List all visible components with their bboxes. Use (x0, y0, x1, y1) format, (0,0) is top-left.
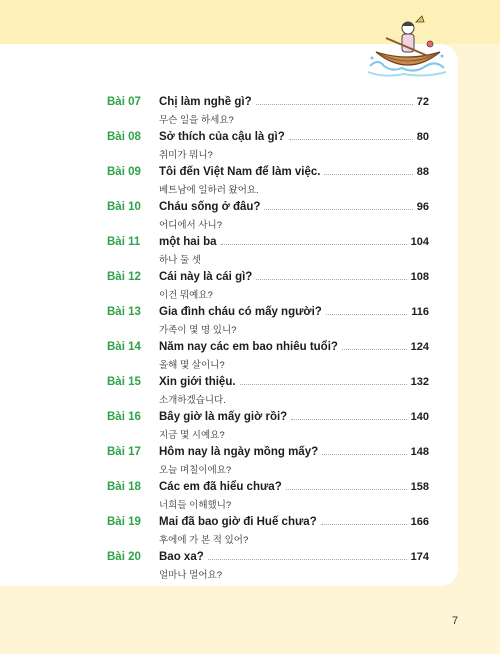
title-line (159, 481, 429, 493)
lesson-subtitle: 얼마나 멀어요? (159, 570, 222, 581)
toc-entry[interactable] (107, 166, 429, 201)
dot-leader (324, 173, 412, 175)
toc-entry[interactable] (107, 306, 429, 341)
lesson-number: Bài 13 (107, 306, 141, 318)
page-ref: 148 (410, 446, 429, 458)
title-line (159, 341, 429, 353)
title-line (159, 446, 429, 458)
dot-leader (208, 558, 407, 560)
lesson-number: Bài 07 (107, 96, 141, 108)
dot-leader (322, 453, 407, 455)
lesson-title: Tôi đến Việt Nam để làm việc. (159, 166, 321, 178)
lesson-subtitle: 지금 몇 시예요? (159, 430, 225, 441)
lesson-number: Bài 10 (107, 201, 141, 213)
page-ref: 88 (416, 166, 429, 178)
lesson-subtitle: 가족이 몇 명 있니? (159, 325, 237, 336)
dot-leader (326, 313, 407, 315)
lesson-number: Bài 14 (107, 341, 141, 353)
title-line (159, 166, 429, 178)
page-ref: 132 (410, 376, 429, 388)
lesson-number: Bài 16 (107, 411, 141, 423)
dot-leader (256, 103, 413, 105)
lesson-subtitle: 오늘 며칠이에요? (159, 465, 232, 476)
lesson-title: Cái này là cái gì? (159, 271, 253, 283)
lesson-subtitle: 어디에서 사니? (159, 220, 222, 231)
title-line (159, 201, 429, 213)
title-line (159, 376, 429, 388)
page-ref: 166 (410, 516, 429, 528)
dot-leader (240, 383, 407, 385)
title-line (159, 236, 429, 248)
lesson-title: Cháu sống ở đâu? (159, 201, 261, 213)
dot-leader (342, 348, 407, 350)
lesson-title: Mai đã bao giờ đi Huế chưa? (159, 516, 317, 528)
lesson-number: Bài 18 (107, 481, 141, 493)
lesson-subtitle: 올해 몇 살이니? (159, 360, 225, 371)
toc-entry[interactable] (107, 446, 429, 481)
lesson-number: Bài 19 (107, 516, 141, 528)
dot-leader (291, 418, 406, 420)
lesson-title: Năm nay các em bao nhiêu tuổi? (159, 341, 338, 353)
lesson-number: Bài 12 (107, 271, 141, 283)
title-line (159, 271, 429, 283)
page-ref: 158 (410, 481, 429, 493)
lesson-subtitle: 취미가 뭐니? (159, 150, 213, 161)
toc-entry[interactable] (107, 411, 429, 446)
dot-leader (289, 138, 413, 140)
page-ref: 72 (416, 96, 429, 108)
page-ref: 174 (410, 551, 429, 563)
lesson-subtitle: 후에에 가 본 적 있어? (159, 535, 249, 546)
lesson-subtitle: 베트남에 일하러 왔어요. (159, 185, 259, 196)
title-line (159, 516, 429, 528)
lesson-number: Bài 20 (107, 551, 141, 563)
toc-entry[interactable] (107, 271, 429, 306)
toc-entry[interactable] (107, 551, 429, 586)
lesson-title: Sở thích của cậu là gì? (159, 131, 285, 143)
dot-leader (264, 208, 412, 210)
lesson-title: Chị làm nghề gì? (159, 96, 252, 108)
lesson-number: Bài 11 (107, 236, 141, 248)
title-line (159, 411, 429, 423)
dot-leader (286, 488, 407, 490)
title-line (159, 131, 429, 143)
title-line (159, 96, 429, 108)
toc-entry[interactable] (107, 96, 429, 131)
toc-entry[interactable] (107, 341, 429, 376)
page-ref: 140 (410, 411, 429, 423)
toc-entry[interactable] (107, 236, 429, 271)
toc-entry[interactable] (107, 201, 429, 236)
lesson-subtitle: 소개하겠습니다. (159, 395, 226, 406)
page-ref: 108 (410, 271, 429, 283)
lesson-number: Bài 15 (107, 376, 141, 388)
lesson-title: Xin giới thiệu. (159, 376, 236, 388)
lesson-subtitle: 너희들 이해했니? (159, 500, 232, 511)
lesson-subtitle: 무슨 일을 하세요? (159, 115, 234, 126)
toc-entry[interactable] (107, 131, 429, 166)
lesson-number: Bài 09 (107, 166, 141, 178)
lesson-number: Bài 08 (107, 131, 141, 143)
lesson-title: Bây giờ là mấy giờ rồi? (159, 411, 288, 423)
lesson-subtitle: 이건 뭐예요? (159, 290, 213, 301)
page-ref: 96 (416, 201, 429, 213)
lesson-title: Các em đã hiểu chưa? (159, 481, 282, 493)
lesson-title: Gia đình cháu có mấy người? (159, 306, 322, 318)
table-of-contents (107, 96, 429, 586)
title-line (159, 551, 429, 563)
page-ref: 80 (416, 131, 429, 143)
dot-leader (321, 523, 407, 525)
lesson-title: Bao xa? (159, 551, 204, 563)
page-ref: 116 (411, 306, 429, 318)
dot-leader (221, 243, 407, 245)
person-rowing-boat-illustration (364, 8, 450, 80)
title-line (159, 306, 429, 318)
toc-entry[interactable] (107, 481, 429, 516)
dot-leader (256, 278, 406, 280)
toc-entry[interactable] (107, 376, 429, 411)
lesson-title: một hai ba (159, 236, 217, 248)
lesson-number: Bài 17 (107, 446, 141, 458)
page-number: 7 (452, 615, 459, 627)
toc-entry[interactable] (107, 516, 429, 551)
page-ref: 124 (410, 341, 429, 353)
page-ref: 104 (410, 236, 429, 248)
lesson-title: Hôm nay là ngày mồng mấy? (159, 446, 319, 458)
lesson-subtitle: 하나 둘 셋 (159, 255, 201, 266)
